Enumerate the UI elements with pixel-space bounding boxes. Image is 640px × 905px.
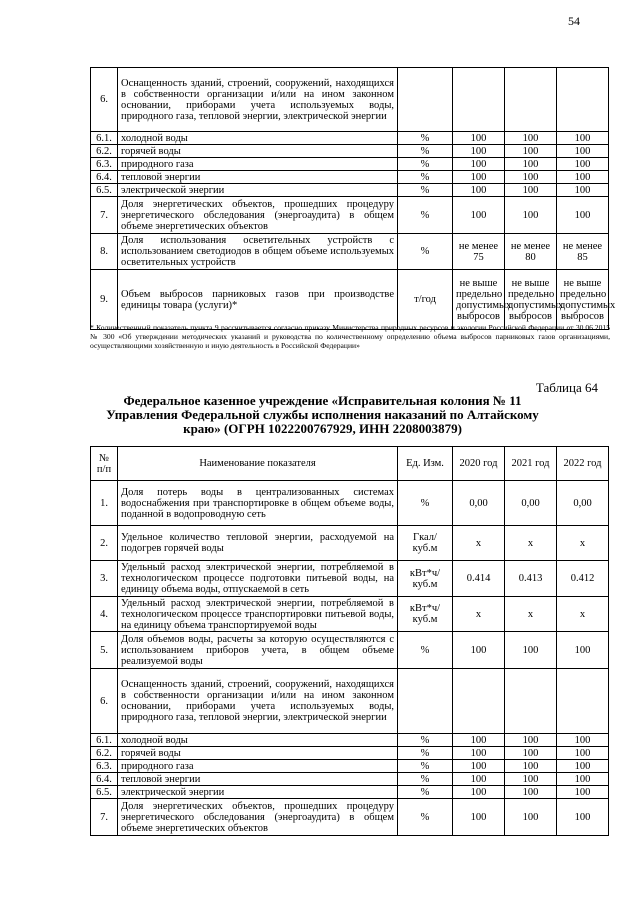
value-2022: х: [557, 597, 609, 632]
row-number: 6.1.: [91, 734, 118, 747]
table-row: [91, 132, 609, 145]
indicator-name: Объем выбросов парниковых газов при производстве единицы товара (услуги)*: [118, 270, 398, 330]
header-2022: 2022 год: [557, 447, 609, 481]
unit: %: [398, 734, 453, 747]
unit: %: [398, 799, 453, 836]
footnote: * Количественный показатель пункта 9 рассчитывается согласно приказу Министерства природных ресурсов и экологии Российской Федерации от 30.06.2015 № 300 «Об утверждении методических указаний и руководства по количественному определению объема выбросов парниковых газов организациями, осуществляющими хозяйственную и иную деятельность в Российской Федерации»: [90, 323, 610, 350]
unit: %: [398, 481, 453, 526]
indicator-name: Оснащенность зданий, строений, сооружений, находящихся в собственности организации и/или на ином законном основании, приборами учета используемых воды, природного газа, тепловой энергии, электрической энергии: [118, 669, 398, 734]
table-header-row: [91, 447, 609, 481]
value-2021: не менее 80: [505, 234, 557, 270]
indicator-name: Удельный расход электрической энергии, потребляемой в технологическом процессе подготовки питьевой воды, на единицу объема воды, отпускаемой в сеть: [118, 561, 398, 597]
table-row: [91, 734, 609, 747]
value-2021: 100: [505, 786, 557, 799]
header-unit: Ед. Изм.: [398, 447, 453, 481]
value-2021: 100: [505, 760, 557, 773]
table-row: [91, 597, 609, 632]
value-2021: 100: [505, 773, 557, 786]
indicator-name: природного газа: [118, 760, 398, 773]
unit: %: [398, 773, 453, 786]
table-row: [91, 786, 609, 799]
row-number: 6.1.: [91, 132, 118, 145]
unit: %: [398, 171, 453, 184]
indicator-name: холодной воды: [118, 734, 398, 747]
value-2022: 100: [557, 632, 609, 669]
row-number: 7.: [91, 799, 118, 836]
value-2021: 0.413: [505, 561, 557, 597]
indicator-name: электрической энергии: [118, 184, 398, 197]
value-2021: [505, 669, 557, 734]
value-2022: [557, 68, 609, 132]
value-2022: 100: [557, 799, 609, 836]
value-2020: 100: [453, 184, 505, 197]
table-row: [91, 197, 609, 234]
value-2020: 100: [453, 786, 505, 799]
table-row: [91, 171, 609, 184]
row-number: 7.: [91, 197, 118, 234]
value-2021: 100: [505, 734, 557, 747]
table-row: [91, 632, 609, 669]
value-2022: х: [557, 526, 609, 561]
indicator-name: Удельное количество тепловой энергии, расходуемой на подогрев горячей воды: [118, 526, 398, 561]
header-name: Наименование показателя: [118, 447, 398, 481]
value-2021: 100: [505, 632, 557, 669]
value-2022: 100: [557, 171, 609, 184]
table-row: [91, 561, 609, 597]
value-2022: 100: [557, 760, 609, 773]
value-2022: 100: [557, 145, 609, 158]
table-row: [91, 234, 609, 270]
value-2022: 100: [557, 184, 609, 197]
indicator-name: электрической энергии: [118, 786, 398, 799]
table-row: [91, 526, 609, 561]
indicator-name: Доля объемов воды, расчеты за которую осуществляются с использованием приборов учета, в общем объеме реализуемой воды: [118, 632, 398, 669]
value-2022: 0,00: [557, 481, 609, 526]
table-row: [91, 158, 609, 171]
row-number: 6.3.: [91, 158, 118, 171]
value-2021: [505, 68, 557, 132]
value-2021: 100: [505, 197, 557, 234]
table-row: [91, 669, 609, 734]
value-2020: [453, 669, 505, 734]
row-number: 6.5.: [91, 786, 118, 799]
table-title: Федеральное казенное учреждение «Исправительная колония № 11 Управления Федеральной службы исполнения наказаний по Алтайскому краю» (ОГРН 1022200767929, ИНН 2208003879): [106, 393, 539, 436]
row-number: 6.4.: [91, 773, 118, 786]
value-2020: не выше предельно допустимых выбросов: [453, 270, 505, 330]
value-2020: [453, 68, 505, 132]
table-row: [91, 184, 609, 197]
value-2022: не выше предельно допустимых выбросов: [557, 270, 609, 330]
indicator-name: тепловой энергии: [118, 773, 398, 786]
value-2020: х: [453, 597, 505, 632]
row-number: 9.: [91, 270, 118, 330]
value-2022: 100: [557, 786, 609, 799]
indicators-table-continued: [90, 67, 616, 330]
value-2020: 100: [453, 760, 505, 773]
value-2022: 0.412: [557, 561, 609, 597]
row-number: 6.2.: [91, 747, 118, 760]
value-2020: не менее 75: [453, 234, 505, 270]
row-number: 6.: [91, 68, 118, 132]
value-2021: х: [505, 526, 557, 561]
indicator-name: Доля энергетических объектов, прошедших процедуру энергетического обследования (энергоаудита) в общем объеме энергетических объектов: [118, 197, 398, 234]
indicator-name: Оснащенность зданий, строений, сооружений, находящихся в собственности организации и/или на ином законном основании, приборами учета используемых воды, природного газа, тепловой энергии, электрической энергии: [118, 68, 398, 132]
value-2022: 100: [557, 197, 609, 234]
unit: %: [398, 234, 453, 270]
row-number: 6.4.: [91, 171, 118, 184]
unit: %: [398, 145, 453, 158]
value-2020: 0,00: [453, 481, 505, 526]
value-2021: 100: [505, 184, 557, 197]
row-number: 2.: [91, 526, 118, 561]
indicator-name: тепловой энергии: [118, 171, 398, 184]
row-number: 1.: [91, 481, 118, 526]
indicator-name: природного газа: [118, 158, 398, 171]
unit: %: [398, 786, 453, 799]
unit: [398, 68, 453, 132]
unit: %: [398, 632, 453, 669]
value-2020: 100: [453, 773, 505, 786]
row-number: 6.5.: [91, 184, 118, 197]
value-2020: 0.414: [453, 561, 505, 597]
value-2020: 100: [453, 145, 505, 158]
unit: т/год: [398, 270, 453, 330]
table-row: [91, 799, 609, 836]
unit: кВт*ч/ куб.м: [398, 561, 453, 597]
value-2021: 100: [505, 799, 557, 836]
page-number: 54: [568, 14, 580, 28]
header-2021: 2021 год: [505, 447, 557, 481]
table-row: [91, 773, 609, 786]
indicator-name: холодной воды: [118, 132, 398, 145]
unit: %: [398, 184, 453, 197]
indicator-name: Доля потерь воды в централизованных системах водоснабжения при транспортировке в общем объеме воды, поданной в водопроводную сеть: [118, 481, 398, 526]
unit: кВт*ч/ куб.м: [398, 597, 453, 632]
indicators-table: [90, 446, 609, 836]
header-num: № п/п: [91, 447, 118, 481]
unit: %: [398, 197, 453, 234]
value-2020: 100: [453, 632, 505, 669]
table-row: [91, 481, 609, 526]
value-2021: 100: [505, 145, 557, 158]
row-number: 6.3.: [91, 760, 118, 773]
value-2020: 100: [453, 171, 505, 184]
row-number: 8.: [91, 234, 118, 270]
value-2021: 100: [505, 132, 557, 145]
indicator-name: горячей воды: [118, 747, 398, 760]
table-row: [91, 270, 609, 330]
unit: [398, 669, 453, 734]
row-number: 5.: [91, 632, 118, 669]
indicator-name: горячей воды: [118, 145, 398, 158]
row-number: 6.2.: [91, 145, 118, 158]
value-2020: 100: [453, 799, 505, 836]
value-2020: 100: [453, 132, 505, 145]
table-row: [91, 68, 609, 132]
table-label: Таблица 64: [535, 380, 598, 395]
value-2022: 100: [557, 734, 609, 747]
unit: %: [398, 747, 453, 760]
indicator-name: Доля использования осветительных устройств с использованием светодиодов в общем объеме используемых осветительных устройств: [118, 234, 398, 270]
value-2021: 100: [505, 747, 557, 760]
value-2022: не менее 85: [557, 234, 609, 270]
value-2022: 100: [557, 747, 609, 760]
value-2021: 100: [505, 171, 557, 184]
header-2020: 2020 год: [453, 447, 505, 481]
unit: %: [398, 760, 453, 773]
unit: %: [398, 158, 453, 171]
value-2021: х: [505, 597, 557, 632]
indicator-name: Доля энергетических объектов, прошедших процедуру энергетического обследования (энергоаудита) в общем объеме энергетических объектов: [118, 799, 398, 836]
value-2020: 100: [453, 158, 505, 171]
table-row: [91, 145, 609, 158]
table-row: [91, 760, 609, 773]
value-2022: [557, 669, 609, 734]
unit: Гкал/ куб.м: [398, 526, 453, 561]
value-2020: 100: [453, 197, 505, 234]
value-2022: 100: [557, 158, 609, 171]
row-number: 6.: [91, 669, 118, 734]
value-2021: 100: [505, 158, 557, 171]
value-2020: 100: [453, 747, 505, 760]
value-2022: 100: [557, 132, 609, 145]
unit: %: [398, 132, 453, 145]
value-2021: 0,00: [505, 481, 557, 526]
row-number: 3.: [91, 561, 118, 597]
row-number: 4.: [91, 597, 118, 632]
value-2021: не выше предельно допустимых выбросов: [505, 270, 557, 330]
table-row: [91, 747, 609, 760]
value-2020: х: [453, 526, 505, 561]
value-2020: 100: [453, 734, 505, 747]
indicator-name: Удельный расход электрической энергии, потребляемой в технологическом процессе транспортировки питьевой воды, на единицу объема транспортируемой воды: [118, 597, 398, 632]
value-2022: 100: [557, 773, 609, 786]
